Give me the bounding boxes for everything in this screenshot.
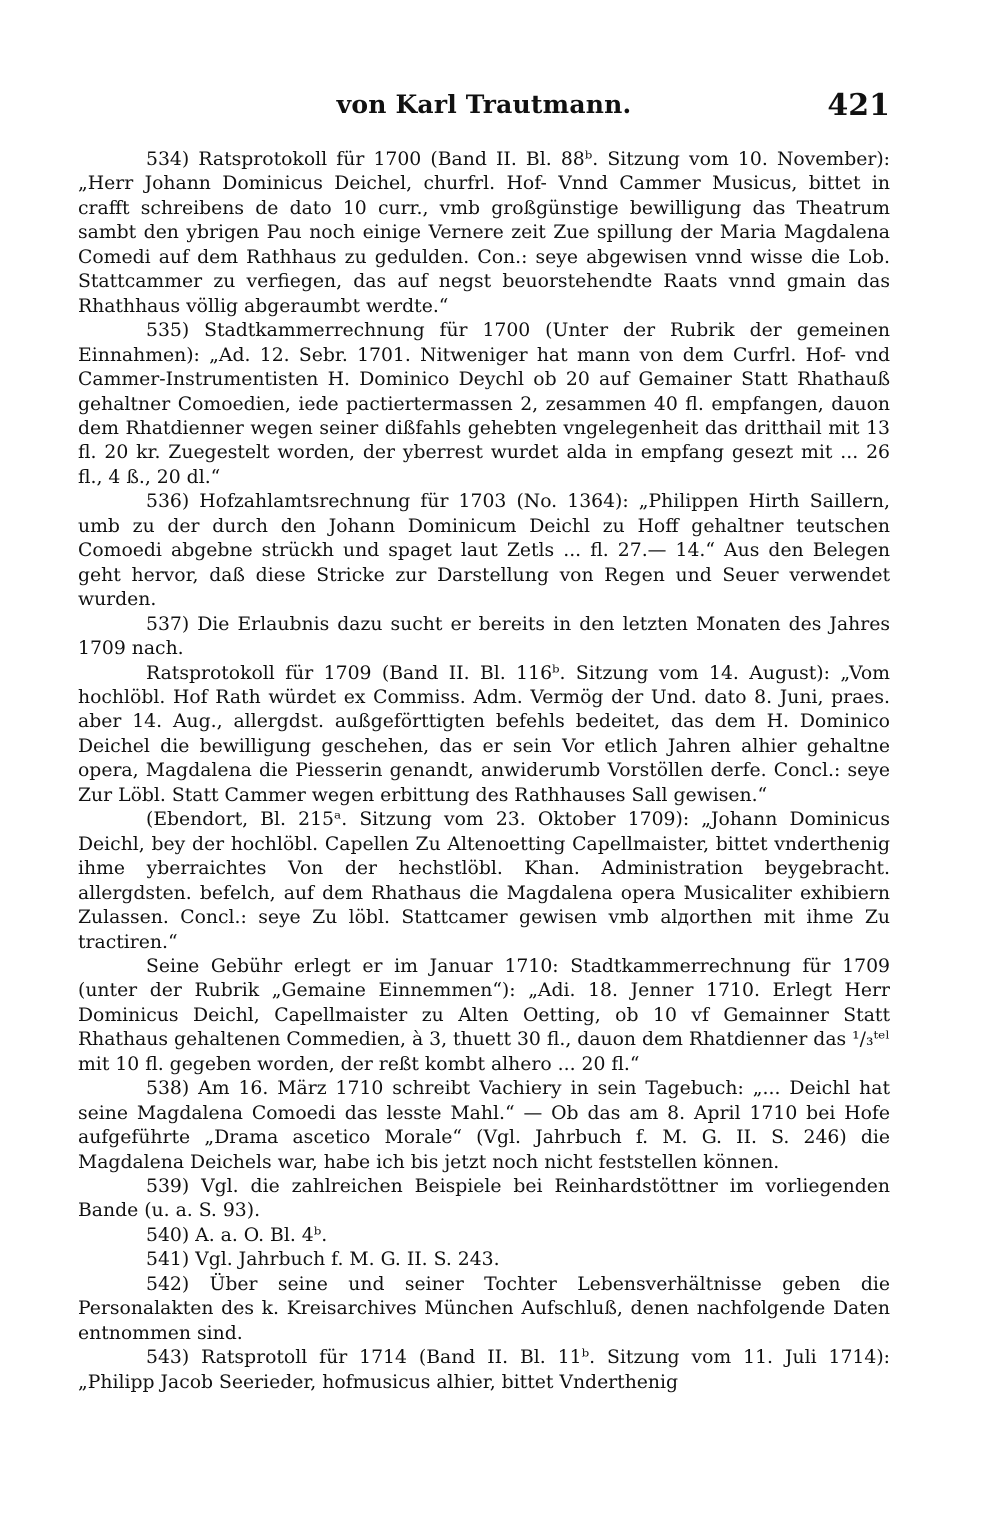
footnote-541: 541) Vgl. Jahrbuch f. M. G. II. S. 243. [146, 1249, 500, 1271]
paragraph-ratsprotokoll-1709: Ratsprotokoll für 1709 (Band II. Bl. 116ᵇ. Sitzung vom 14. August): „Vom hochlöbl. Hof Rath würdet ex Commiss. Adm. Vermög der Und. dato 8. Juni, praes. aber 14. Aug., allergdst. außgeförttigten befehls bedeitet, das dem H. Dominico Deichel die bewilligung geschehen, das er sein Vor etlich Jahren alhier gehaltne opera, Magdalena die Piesserin genandt, anwiderumb Vorstöllen derfe. Concl.: seye Zur Löbl. Statt Cammer wegen erbittung des Rathhauses Sall gewisen.“ [78, 662, 890, 806]
footnote-543: 543) Ratsprotoll für 1714 (Band II. Bl. 11ᵇ. Sitzung vom 11. Juli 1714): „Philipp Jacob Seerieder, hofmusicus alhier, bittet Vnderthenig [78, 1347, 890, 1393]
paragraph-ebendort: (Ebendort, Bl. 215ᵃ. Sitzung vom 23. Oktober 1709): „Johann Dominicus Deichl, bey der hochlöbl. Capellen Zu Altenoetting Capellmaister, bittet vnderthenig ihme yberraichtes Von der hechstlöbl. Khan. Administration beygebracht. allergdsten. befelch, auf dem Rhathaus die Magdalena opera Musicaliter exhibiern Zulassen. Concl.: seye Zu löbl. Stattcamer gewisen vmb alдorthen mit ihme Zu tractiren.“ [78, 809, 890, 953]
page-header [78, 88, 890, 132]
footnote-539: 539) Vgl. die zahlreichen Beispiele bei Reinhardstöttner im vorliegenden Bande (u. a. S. 93). [78, 1176, 890, 1222]
footnote-542: 542) Über seine und seiner Tochter Lebensverhältnisse geben die Personalakten des k. Kreisarchives München Aufschluß, denen nachfolgende Daten entnommen sind. [78, 1273, 890, 1344]
footnote-535: 535) Stadtkammerrechnung für 1700 (Unter der Rubrik der gemeinen Einnahmen): „Ad. 12. Sebr. 1701. Nitweniger hat mann von dem Curfrl. Hof- vnd Cammer-Instrumentisten H. Dominico Deychl ob 20 auf Gemainer Statt Rhathauß gehaltner Comoedien, iede pactiertermassen 2, zesammen 40 fl. empfangen, dauon dem Rhatdienner wegen seiner dißfahls gehebten vngelegenheit das dritthail mit 13 fl. 20 kr. Zuegestelt worden, der yberrest wurdet alda in empfang gesezt mit ... 26 fl., 4 ß., 20 dl.“ [78, 320, 890, 488]
running-title: von Karl Trautmann. [336, 90, 632, 119]
footnote-540: 540) A. a. O. Bl. 4ᵇ. [146, 1224, 328, 1246]
page-number: 421 [827, 88, 890, 123]
footnote-534: 534) Ratsprotokoll für 1700 (Band II. Bl. 88ᵇ. Sitzung vom 10. November): „Herr Johann Dominicus Deichel, churfrl. Hof- Vnnd Cammer Musicus, bittet in crafft schreibens de dato 10 curr., vmb großgünstige bewilligung das Theatrum sambt den ybrigen Pau noch einige Vernere zeit Zue spillung der Maria Magdalena Comedi auf dem Rathhaus zu gedulden. Con.: seye abgewisen vnnd wisse die Lob. Stattcammer zu verfiegen, das auf negst beuorstehendte Raats vnnd gmain das Rhathhaus völlig abgeraumbt werdte.“ [78, 149, 890, 317]
paragraph-gebuehr: Seine Gebühr erlegt er im Januar 1710: Stadtkammerrechnung für 1709 (unter der Rubrik „Gemaine Einnemmen“): „Adi. 18. Jenner 1710. Erlegt Herr Dominicus Deichl, Capellmaister zu Alten Oetting, ob 10 vf Gemainner Statt Rhathaus gehaltenen Commedien, à 3, thuett 30 fl., dauon dem Rhatdienner das ¹/₃ᵗᵉˡ mit 10 fl. gegeben worden, der reßt kombt alhero ... 20 fl.“ [78, 955, 890, 1075]
footnote-536: 536) Hofzahlamtsrechnung für 1703 (No. 1364): „Philippen Hirth Saillern, umb zu der durch den Johann Dominicum Deichl zu Hoff gehaltner teutschen Comoedi abgebne strückh und spaget laut Zetls ... fl. 27.— 14.“ Aus den Belegen geht hervor, daß diese Stricke zur Darstellung von Regen und Seuer verwendet wurden. [78, 491, 890, 611]
footnote-538: 538) Am 16. März 1710 schreibt Vachiery in sein Tagebuch: „... Deichl hat seine Magdalena Comoedi das lesste Mahl.“ — Ob das am 8. April 1710 bei Hofe aufgeführte „Drama ascetico Morale“ (Vgl. Jahrbuch f. M. G. II. S. 246) die Magdalena Deichels war, habe ich bis jetzt noch nicht feststellen können. [78, 1078, 890, 1173]
text-body [78, 148, 890, 1395]
footnote-537: 537) Die Erlaubnis dazu sucht er bereits in den letzten Monaten des Jahres 1709 nach. [78, 613, 890, 660]
